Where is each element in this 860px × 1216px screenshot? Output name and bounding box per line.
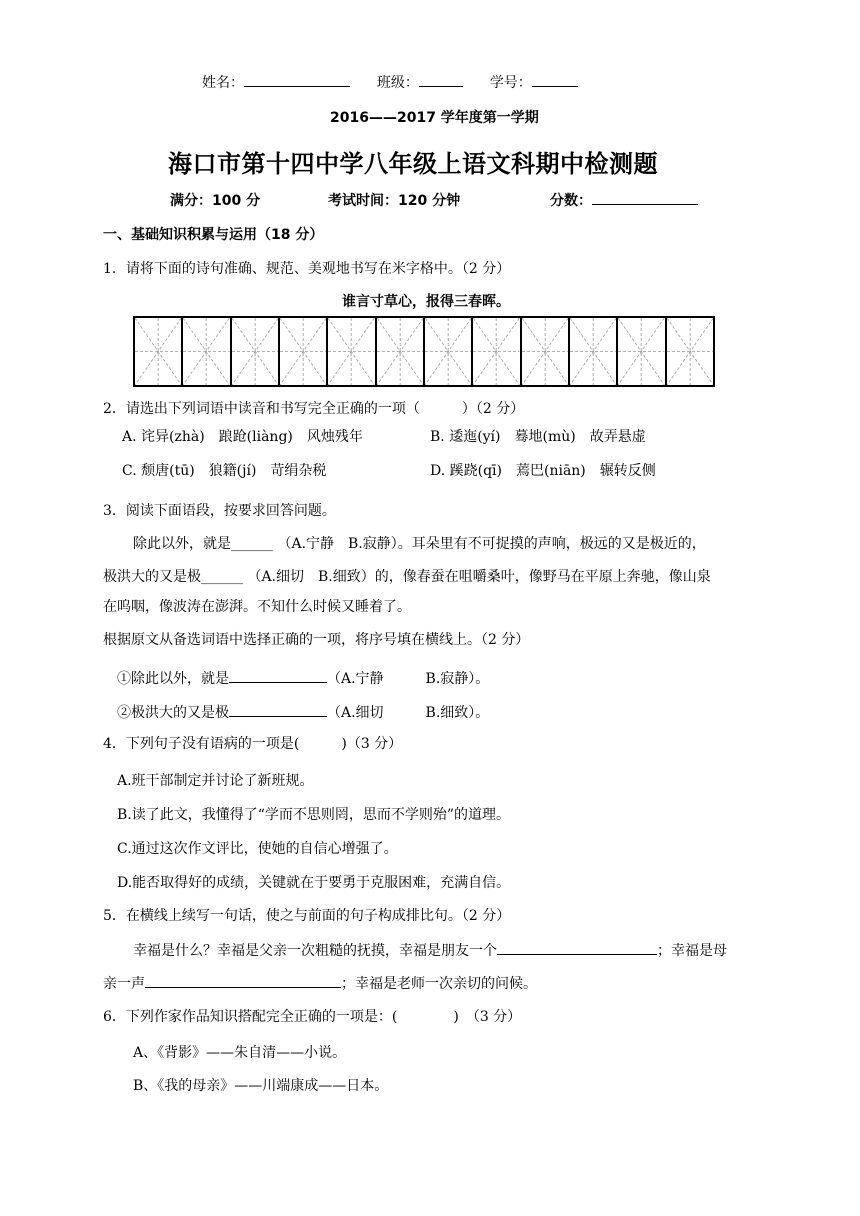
q3-item-1-suffix: （A.宁静 B.寂静）。	[327, 671, 490, 687]
q4-option-a[interactable]: A.班干部制定并讨论了新班规。	[117, 773, 314, 789]
grid-cell[interactable]	[183, 318, 231, 385]
class-label: 班级：	[376, 75, 419, 91]
grid-cell[interactable]	[570, 318, 618, 385]
student-info	[202, 72, 578, 92]
grid-cell[interactable]	[377, 318, 425, 385]
grid-cell[interactable]	[232, 318, 280, 385]
question-3-prompt: 3．阅读下面语段，按要求回答问题。	[103, 503, 336, 519]
q5-line-1-suffix: ；幸福是母	[657, 943, 727, 959]
q5-blank-2[interactable]	[145, 973, 341, 988]
q5-line-1	[133, 940, 727, 960]
score-blank[interactable]	[592, 190, 698, 205]
q3-item-2	[117, 702, 489, 722]
q5-line-1-prefix: 幸福是什么？幸福是父亲一次粗糙的抚摸，幸福是朋友一个	[133, 943, 497, 959]
question-6-prompt: 6．下列作家作品知识搭配完全正确的一项是：( ) （3 分）	[103, 1009, 522, 1025]
q4-option-c[interactable]: C.通过这次作文评比，使她的自信心增强了。	[117, 841, 398, 857]
q4-option-d[interactable]: D.能否取得好的成绩，关键就在于要勇于克服困难，充满自信。	[117, 875, 511, 891]
grid-cell[interactable]	[522, 318, 570, 385]
q5-line-2	[103, 973, 537, 993]
grid-cell[interactable]	[328, 318, 376, 385]
passage-line-3: 在呜咽，像波涛在澎湃。不知什么时候又睡着了。	[103, 599, 411, 615]
full-marks: 满分：100 分	[170, 193, 261, 209]
q3-item-2-blank[interactable]	[229, 702, 327, 717]
q3-item-1-blank[interactable]	[229, 668, 327, 683]
question-5-prompt: 5．在横线上续写一句话，使之与前面的句子构成排比句。（2 分）	[103, 908, 511, 924]
grid-cell[interactable]	[667, 318, 713, 385]
id-blank[interactable]	[532, 72, 578, 87]
q6-option-b[interactable]: B、《我的母亲》——川端康成——日本。	[133, 1078, 389, 1094]
grid-cell[interactable]	[425, 318, 473, 385]
grid-cell[interactable]	[618, 318, 666, 385]
question-1-prompt: 1．请将下面的诗句准确、规范、美观地书写在米字格中。（2 分）	[103, 261, 511, 277]
passage-line-2: 极洪大的又是极______ （A.细切 B.细致）的，像春蚕在咀嚼桑叶，像野马在平原上奔驰，像山泉	[103, 569, 711, 585]
grid-cell[interactable]	[473, 318, 521, 385]
exam-time: 考试时间：120 分钟	[328, 193, 461, 209]
question-3-instruction: 根据原文从备选词语中选择正确的一项，将序号填在横线上。（2 分）	[103, 632, 530, 648]
q5-line-2-prefix: 亲一声	[103, 976, 145, 992]
page-title: 海口市第十四中学八年级上语文科期中检测题	[168, 150, 658, 178]
q6-option-a[interactable]: A、《背影》——朱自清——小说。	[133, 1045, 347, 1061]
grid-cell[interactable]	[135, 318, 183, 385]
name-blank[interactable]	[244, 72, 350, 87]
q2-option-a[interactable]: A. 诧异(zhà) 踉跄(liàng) 风烛残年	[122, 429, 363, 445]
q3-item-1-prefix: ①除此以外，就是	[117, 671, 229, 687]
poem-line: 谁言寸草心，报得三春晖。	[342, 294, 510, 310]
q5-blank-1[interactable]	[497, 940, 657, 955]
name-label: 姓名：	[202, 75, 244, 91]
q3-item-2-suffix: （A.细切 B.细致）。	[327, 705, 490, 721]
passage-line-1: 除此以外，就是______ （A.宁静 B.寂静）。耳朵里有不可捉摸的声响，极远的又是极近的，	[133, 536, 706, 552]
q2-option-d[interactable]: D. 蹊跷(qī) 蔫巴(niān) 辗转反侧	[430, 463, 656, 479]
term-label: 2016——2017 学年度第一学期	[330, 110, 539, 126]
q3-item-1	[117, 668, 489, 688]
q3-item-2-prefix: ②极洪大的又是极	[117, 705, 229, 721]
q2-option-c[interactable]: C. 颓唐(tū) 狼籍(jí) 苛绢杂税	[122, 463, 327, 479]
writing-grid[interactable]	[133, 316, 715, 387]
q5-line-2-suffix: ；幸福是老师一次亲切的问候。	[341, 976, 537, 992]
id-label: 学号：	[489, 75, 532, 91]
q4-option-b[interactable]: B.读了此文，我懂得了“学而不思则罔，思而不学则殆”的道理。	[117, 807, 511, 823]
grid-cell[interactable]	[280, 318, 328, 385]
score-label: 分数：	[550, 193, 592, 209]
class-blank[interactable]	[419, 72, 463, 87]
section-heading: 一、基础知识积累与运用（18 分）	[103, 227, 324, 243]
question-4-prompt: 4．下列句子没有语病的一项是( )（3 分）	[103, 736, 403, 752]
q2-option-b[interactable]: B. 逶迤(yí) 蓦地(mù) 故弄悬虚	[430, 429, 646, 445]
score-field	[550, 190, 698, 210]
question-2-prompt: 2．请选出下列词语中读音和书写完全正确的一项（ ）（2 分）	[103, 401, 525, 417]
